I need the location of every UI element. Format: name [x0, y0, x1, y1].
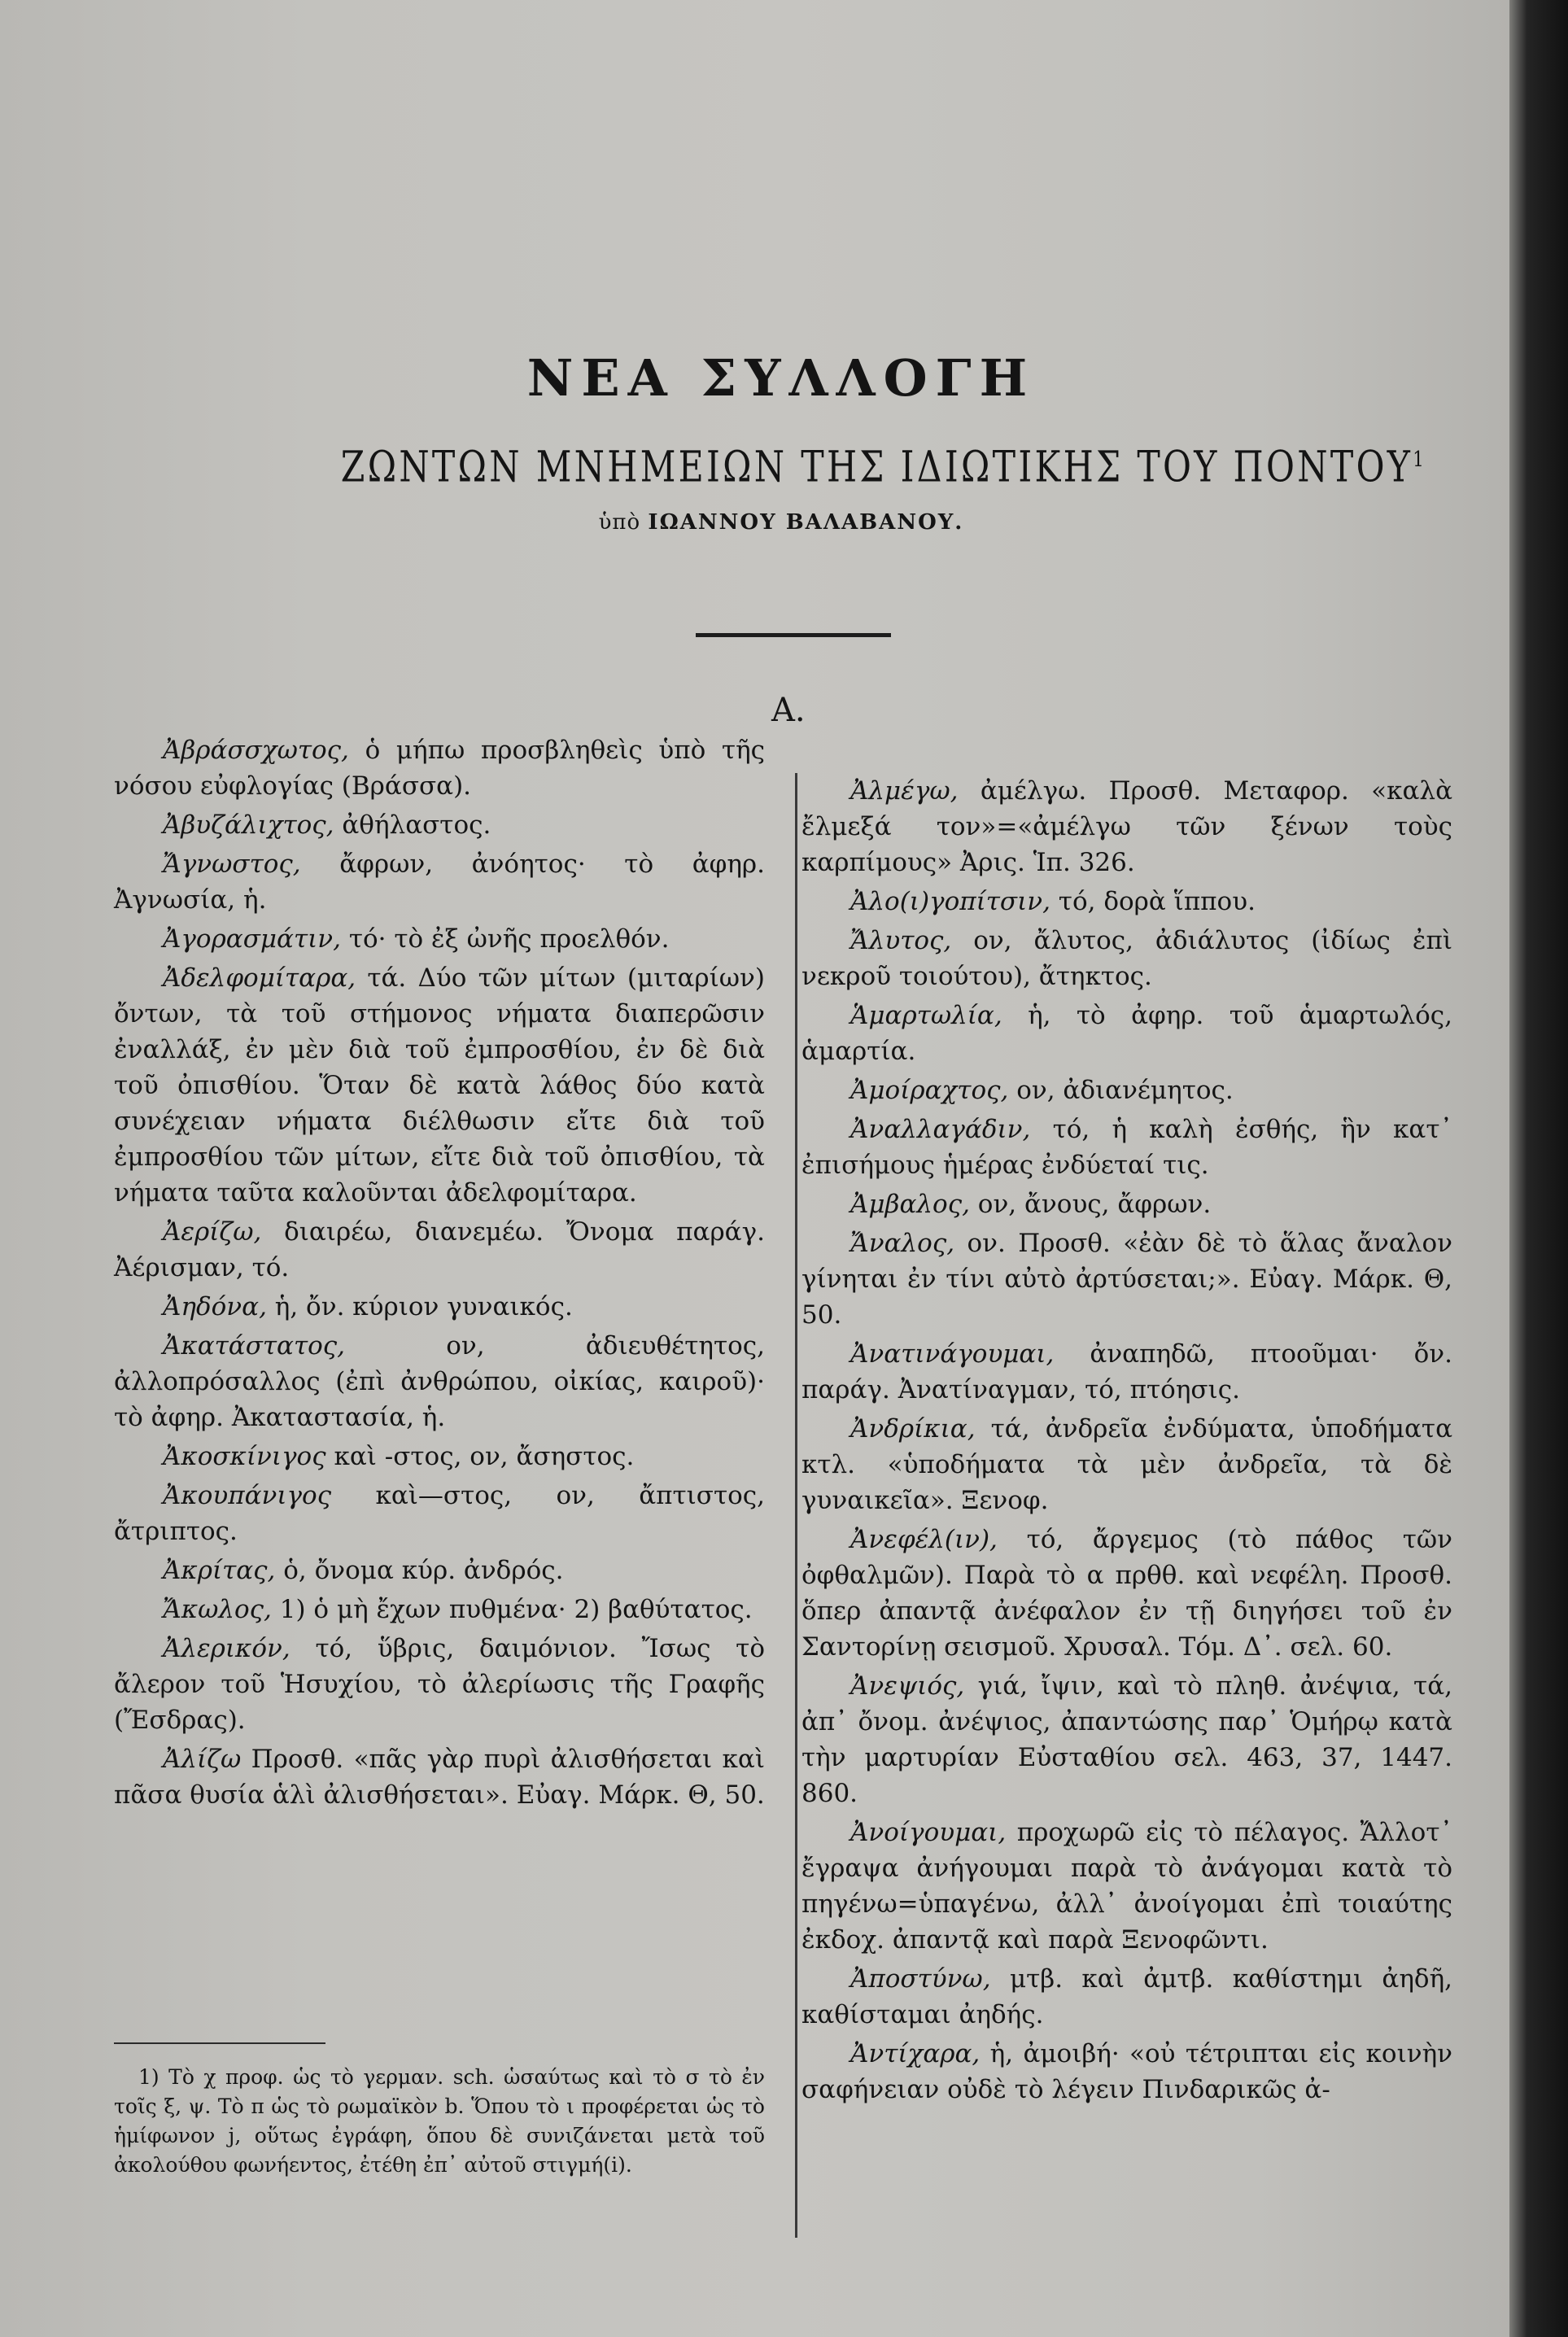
entry-definition: μτβ. καὶ ἀμτβ. καθίστημι ἀηδῆ, καθίσταμαι ἀηδής. [801, 1964, 1453, 2029]
entry-lemma: Ἀμβαλος, [850, 1190, 970, 1219]
left-column [114, 732, 765, 1816]
entry-lemma: Ἀδελφομίταρα, [163, 963, 356, 993]
dictionary-entry [114, 1328, 765, 1435]
entry-lemma: Ἀκοσκίνιγος [163, 1442, 326, 1471]
dictionary-entry [114, 807, 765, 843]
entry-lemma: Ἀποστύνω, [850, 1964, 991, 1994]
entry-lemma: Ἀλίζω [163, 1745, 242, 1774]
dictionary-entry [114, 1214, 765, 1286]
entry-definition: γιά, ἴψιν, καὶ τὸ πληθ. ἀνέψια, τά, ἀπ᾽ ὄνομ. ἀνέψιος, ἀπαντώσης παρ᾽ Ὁμήρῳ κατὰ τὴν μαρτυρίαν Εὐσταθίου σελ. 463, 37, 1447. 860. [801, 1671, 1452, 1808]
entry-lemma: Ἀκατάστατος, [163, 1331, 346, 1361]
dictionary-entry [801, 1225, 1452, 1333]
entry-lemma: Ἀκρίτας, [163, 1556, 276, 1585]
dictionary-entry [801, 923, 1452, 994]
entry-lemma: Ἀλερικόν, [163, 1634, 290, 1663]
entry-lemma: Ἀνεφέλ(ιν), [850, 1525, 998, 1554]
entry-definition: καὶ -στος, ον, ἄσηστος. [334, 1442, 635, 1471]
dictionary-entry [801, 1411, 1452, 1518]
article-title [340, 431, 1427, 496]
dictionary-entry [114, 1478, 765, 1549]
entry-definition: καὶ—στος, ον, ἄπτιστος, ἄτριπτος. [114, 1481, 765, 1546]
dictionary-entry [801, 1112, 1452, 1183]
entry-definition: Προσθ. «πᾶς γὰρ πυρὶ ἀλισθήσεται καὶ πᾶσα θυσία ἁλὶ ἀλισθήσεται». Εὐαγ. Μάρκ. Θ, 50. [114, 1745, 765, 1810]
dictionary-entry [114, 1592, 765, 1627]
entry-lemma: Ἀερίζω, [163, 1217, 262, 1247]
dictionary-entry [114, 960, 765, 1211]
entry-lemma: Ἀντίχαρα, [850, 2039, 981, 2068]
footnote-rule [114, 2042, 325, 2044]
entry-lemma: Ἀνατινάγουμαι, [850, 1339, 1055, 1369]
dictionary-entry [801, 1336, 1452, 1408]
dictionary-entry [114, 921, 765, 957]
entry-lemma: Ἀγορασμάτιν, [163, 924, 341, 954]
entry-lemma: Ἀκουπάνιγος [163, 1481, 332, 1510]
entry-lemma: Ἀνδρίκια, [850, 1414, 976, 1444]
article-header [244, 334, 1427, 535]
entry-lemma: Ἀλμέγω, [850, 776, 959, 806]
entry-definition: 1) ὁ μὴ ἔχων πυθμένα· 2) βαθύτατος. [279, 1595, 753, 1624]
dictionary-entry [114, 846, 765, 918]
journal-title: ΝΕΑ ΣΥΛΛΟΓΗ [526, 348, 1036, 408]
entry-definition: ἡ, ἀμοιβή· «οὐ τέτριπται εἰς κοινὴν σαφήνειαν οὐδὲ τὸ λέγειν Πινδαρικῶς ἀ- [801, 2039, 1453, 2104]
entry-lemma: Ἀναλλαγάδιν, [850, 1115, 1031, 1144]
entry-definition: τό, ὕβρις, δαιμόνιον. Ἴσως τὸ ἄλερον τοῦ Ἡσυχίου, τὸ ἀλερίωσις τῆς Γραφῆς (Ἔσδρας). [114, 1634, 766, 1735]
title-rule [696, 633, 891, 637]
entry-lemma: Ἄναλος, [850, 1229, 955, 1258]
entry-lemma: Ἀβυζάλιχτος, [163, 810, 334, 840]
entry-definition: ον, ἀδιευθέτητος, ἀλλοπρόσαλλος (ἐπὶ ἀνθρώπου, οἰκίας, καιροῦ)· τὸ ἀφηρ. Ἀκαταστασία, ἡ. [114, 1331, 765, 1432]
dictionary-entry [114, 1439, 765, 1474]
entry-definition: τό, ἄργεμος (τὸ πάθος τῶν ὀφθαλμῶν). Παρὰ τὸ α πρθθ. καὶ νεφέλη. Προσθ. ὅπερ ἀπαντᾷ ἀνέφαλον ἐν τῇ διηγήσει τοῦ ἐν Σαντορίνῃ σεισμοῦ. Χρυσαλ. Τόμ. Δ᾽. σελ. 60. [801, 1525, 1452, 1662]
dictionary-entry [801, 1961, 1452, 2033]
dictionary-entry [114, 1741, 765, 1813]
entry-lemma: Ἀβράσσχωτος, [163, 736, 349, 765]
entry-definition: τά, ἀνδρεῖα ἐνδύματα, ὑποδήματα κτλ. «ὑποδήματα τὰ μὲν ἀνδρεῖα, τὰ δὲ γυναικεῖα». Ξενοφ. [801, 1414, 1453, 1515]
entry-definition: διαιρέω, διανεμέω. Ὄνομα παράγ. Ἀέρισμαν, τό. [114, 1217, 765, 1282]
footnote: 1) Τὸ χ προφ. ὡς τὸ γερμαν. sch. ὡσαύτως καὶ τὸ σ τὸ ἐν τοῖς ξ, ψ. Τὸ π ὡς τὸ ρωμαϊκὸν b. Ὅπου τὸ ι προφέρεται ὡς τὸ ἡμίφωνον j, οὕτως ἐγράφη, ὅπου δὲ συνιζάνεται μετὰ τοῦ ἀκολούθου φωνήεντος, ἐτέθη ἐπ᾽ αὐτοῦ στιγμή(i). [114, 2065, 765, 2177]
entry-definition: ἀμέλγω. Προσθ. Μεταφορ. «καλὰ ἔλμεξά τον»=«ἀμέλγω τῶν ξένων τοὺς καρπίμους» Ἀρις. Ἱπ. 326. [801, 776, 1452, 877]
entry-lemma: Ἄκωλος, [163, 1595, 272, 1624]
entry-definition: ὁ, ὄνομα κύρ. ἀνδρός. [283, 1556, 564, 1585]
entry-definition: προχωρῶ εἰς τὸ πέλαγος. Ἄλλοτ᾽ ἔγραψα ἀνήγουμαι παρὰ τὸ ἀνάγομαι κατὰ τὸ πηγένω=ὑπαγένω, ἀλλ᾽ ἀνοίγομαι ἐπὶ τοιαύτης ἐκδοχ. ἀπαντᾷ καὶ παρὰ Ξενοφῶντι. [801, 1818, 1452, 1955]
dictionary-entry [801, 884, 1452, 920]
entry-lemma: Ἄγνωστος, [163, 850, 301, 879]
entry-definition: ἡ, ὄν. κύριον γυναικός. [274, 1292, 573, 1321]
entry-lemma: Ἀλο(ι)γοπίτσιν, [850, 887, 1050, 916]
dictionary-entry [801, 1186, 1452, 1222]
entry-lemma: Ἁμαρτωλία, [850, 1001, 1002, 1030]
byline-author: ΙΩΑΝΝΟΥ ΒΑΛΑΒΑΝΟΥ. [648, 510, 964, 535]
entry-definition: τά. Δύο τῶν μίτων (μιταρίων) ὄντων, τὰ τοῦ στήμονος νήματα διαπερῶσιν ἐναλλάξ, ἐν μὲν διὰ τοῦ ἐμπροσθίου, ἐν δὲ διὰ τοῦ ὀπισθίου. Ὅταν δὲ κατὰ λάθος δύο κατὰ συνέχειαν νήματα διέλθωσιν εἴτε διὰ τοῦ ἐμπροσθίου τῶν μίτων, εἴτε διὰ τοῦ ὀπισθίου, τὰ νήματα ταῦτα καλοῦνται ἀδελφομίταρα. [114, 963, 765, 1208]
binding-edge [1509, 0, 1568, 2337]
entry-definition: ἀναπηδῶ, πτοοῦμαι· ὄν. παράγ. Ἀνατίναγμαν, τό, πτόησις. [801, 1339, 1452, 1404]
dictionary-entry [801, 773, 1452, 880]
entry-definition: ἡ, τὸ ἀφηρ. τοῦ ἁμαρτωλός, ἁμαρτία. [801, 1001, 1452, 1066]
entry-definition: ὁ μήπω προσβληθεὶς ὑπὸ τῆς νόσου εὐφλογίας (Βράσσα). [114, 736, 765, 801]
entry-definition: τό, ἡ καλὴ ἐσθής, ἣν κατ᾽ ἐπισήμους ἡμέρας ἐνδύεταί τις. [801, 1115, 1452, 1180]
byline-prefix: ὑπὸ [598, 510, 641, 535]
footnote-marker: 1 [1413, 448, 1427, 472]
entry-definition: ἀθήλαστος. [342, 810, 491, 840]
entry-definition: ον. Προσθ. «ἐὰν δὲ τὸ ἅλας ἄναλον γίνηται ἐν τίνι αὐτὸ ἀρτύσεται;». Εὐαγ. Μάρκ. Θ, 50. [801, 1229, 1452, 1330]
dictionary-entry [114, 732, 765, 804]
entry-lemma: Ἀνοίγουμαι, [850, 1818, 1007, 1847]
byline [244, 496, 1318, 535]
entry-definition: τό, δορὰ ἵππου. [1058, 887, 1256, 916]
entry-lemma: Ἄλυτος, [850, 926, 952, 955]
entry-lemma: Ἀηδόνα, [163, 1292, 267, 1321]
dictionary-entry [801, 1072, 1452, 1108]
dictionary-entry [801, 1522, 1452, 1665]
right-column [801, 773, 1452, 2111]
section-letter: Α. [771, 692, 806, 729]
entry-definition: τό· τὸ ἐξ ὠνῆς προελθόν. [348, 924, 670, 954]
entry-definition: ον, ἀδιανέμητος. [1016, 1076, 1234, 1105]
dictionary-entry [114, 1289, 765, 1325]
entry-definition: ον, ἄνους, ἄφρων. [977, 1190, 1212, 1219]
column-divider [795, 773, 797, 2238]
dictionary-entry [801, 2036, 1452, 2108]
dictionary-entry [114, 1553, 765, 1588]
dictionary-entry [114, 1631, 765, 1738]
entry-definition: ον, ἄλυτος, ἀδιάλυτος (ἰδίως ἐπὶ νεκροῦ τοιούτου), ἄτηκτος. [801, 926, 1452, 991]
entry-lemma: Ἀμοίραχτος, [850, 1076, 1009, 1105]
article-title-text: ΖΩΝΤΩΝ ΜΝΗΜΕΙΩΝ ΤΗΣ ΙΔΙΩΤΙΚΗΣ ΤΟΥ ΠΟΝΤΟΥ [340, 443, 1413, 492]
dictionary-entry [801, 1815, 1452, 1958]
dictionary-entry [801, 998, 1452, 1069]
entry-lemma: Ἀνεψιός, [850, 1671, 965, 1701]
dictionary-entry [801, 1668, 1452, 1811]
entry-definition: ἄφρων, ἀνόητος· τὸ ἀφηρ. Ἀγνωσία, ἡ. [114, 850, 765, 915]
